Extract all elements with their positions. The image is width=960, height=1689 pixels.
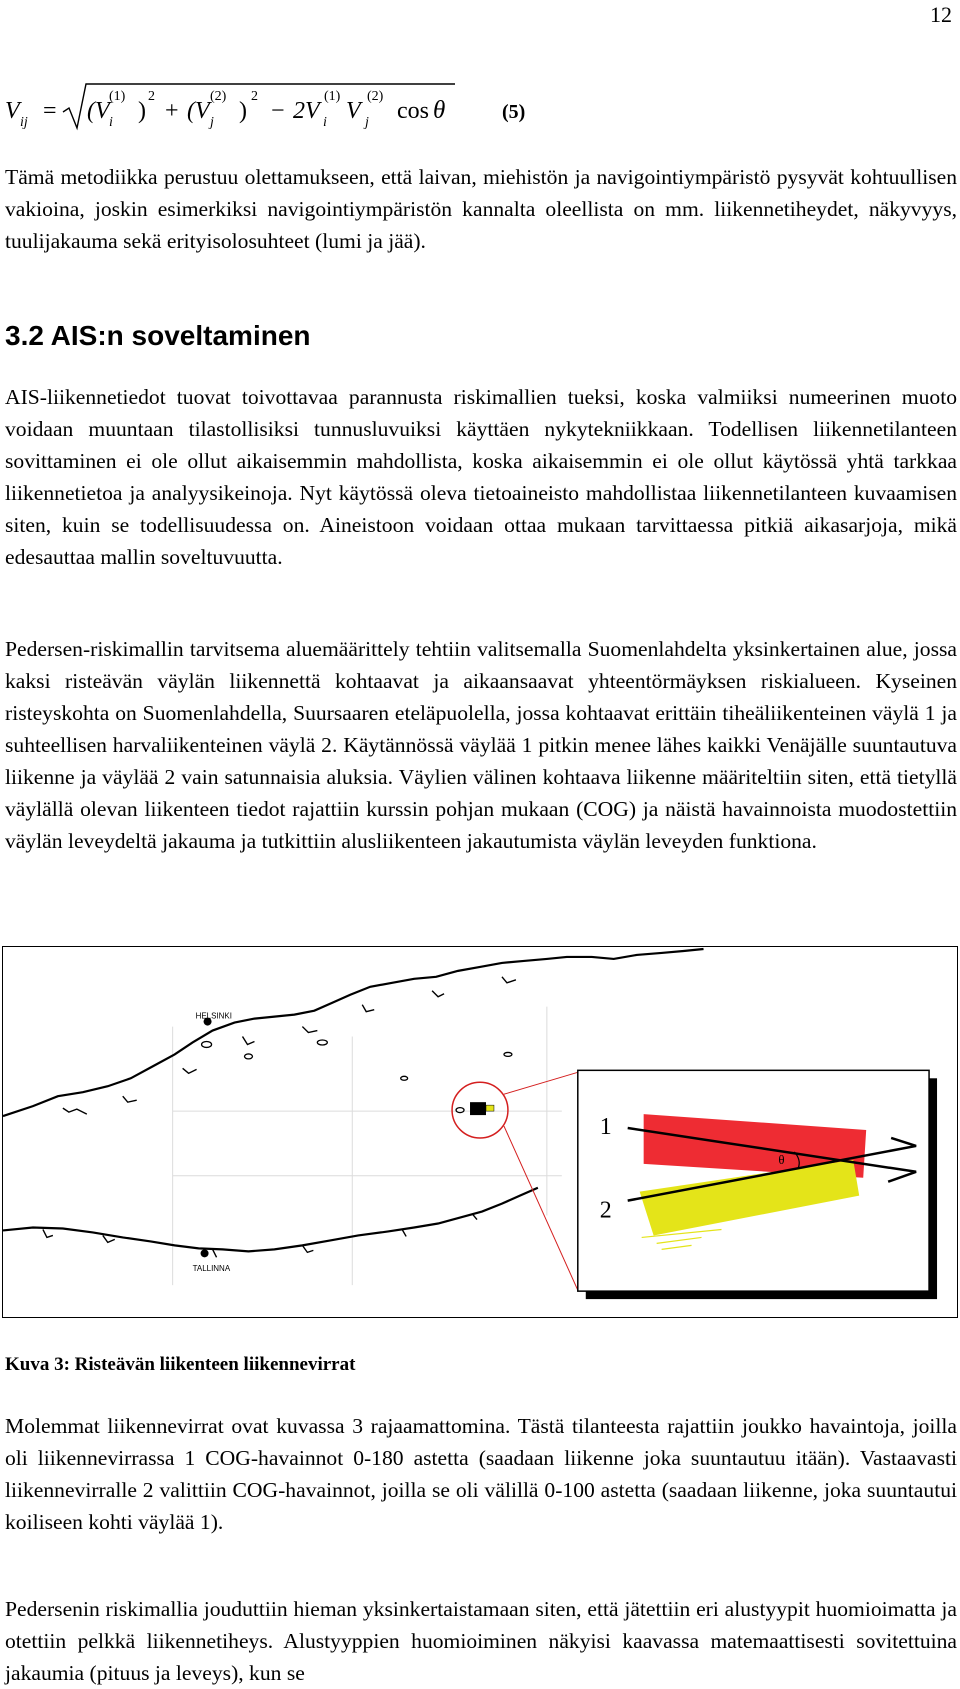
highlight-area (470, 1102, 486, 1115)
figure-caption: Kuva 3: Risteävän liikenteen liikennevirrat (5, 1354, 356, 1375)
zoom-line-top (504, 1072, 578, 1094)
figure-3-traffic-map (2, 946, 958, 1318)
formula-lhs-sub: ij (20, 115, 28, 130)
formula-term3-coef: 2V (293, 98, 320, 124)
formula-term3-sub2: j (365, 115, 369, 130)
inset-label-route-1: 1 (599, 1114, 612, 1140)
map-islands (202, 1040, 512, 1113)
formula-term2-close: ) (239, 98, 247, 124)
highlight-area-yellow (486, 1105, 494, 1111)
formula-term3-sup2: (2) (367, 89, 384, 104)
zoom-line-bottom (504, 1126, 578, 1290)
formula-term1-exp: 2 (148, 89, 155, 104)
formula-plus: + (165, 98, 179, 124)
formula-term3-sub1: i (323, 115, 327, 130)
formula-term1-close: ) (138, 98, 146, 124)
map-coastline-detail (63, 977, 516, 1114)
section-heading-3-2: 3.2 AIS:n soveltaminen (5, 320, 311, 351)
paragraph-pedersen-area: Pedersen-riskimallin tarvitsema aluemäärittely tehtiin valitsemalla Suomenlahdelta yksinkertainen alue, jossa kaksi risteävän väylän liikennettä kohtaavat ja aikaansaavat yhteentörmäyksen riskialueen. Kyseinen risteyskohta on Suomenlahdella, Suursaaren eteläpuolella, jossa kohtaavat erittäin tiheäliikenteinen väylä 1 ja suhteellisen harvaliikenteinen väylä 2. Käytännössä väylää 1 pitkin menee lähes kaikki Venäjälle suuntautuva liikenne ja väylää 2 vain satunnaisia aluksia. Väylien välinen kohtaava liikenne määriteltiin siten, että tietyllä väylällä olevan liikenteen tiedot rajattiin kurssin pohjan mukaan (COG) ja näistä havainnoista muodostettiin väylän leveydeltä jakauma ja tutkittiin alusliikenteen jakautumista väylän leveyden funktiona. (5, 637, 957, 853)
map-coastline-estonia (3, 1188, 538, 1252)
formula-cos: cos (397, 98, 429, 124)
formula-term3-sup1: (1) (324, 89, 341, 104)
tallinna-marker (201, 1249, 209, 1257)
formula-term1-sub: i (109, 115, 113, 130)
inset-label-route-2: 2 (599, 1197, 612, 1224)
paragraph-simplification: Pedersenin riskimallia jouduttiin hieman yksinkertaistamaan siten, että jätettiin eri alustyypit huomioimatta ja otettiin pelkkä liikennetiheys. Alustyyppien huomioiminen näkyisi kaavassa matemaattisesti sovitettuina jakaumia (pituus ja leveys), kun se (5, 1597, 957, 1685)
formula-term2-sup: (2) (210, 89, 227, 104)
angle-label: θ (778, 1151, 785, 1167)
formula-term3-v: V (346, 98, 361, 124)
map-label-helsinki: HELSINKI (195, 1011, 232, 1021)
paragraph-methodology: Tämä metodiikka perustuu olettamukseen, että laivan, miehistön ja navigointiympäristö pysyvät kohtuullisen vakioina, joskin esimerkiksi navigointiympäristön kannalta oleellista on mm. liikennetiheydet, näkyvyys, tuulijakauma sekä erityisolosuhteet (lumi ja jää). (5, 165, 957, 253)
formula-term1-sup: (1) (109, 89, 126, 104)
map-label-tallinna: TALLINNA (192, 1264, 231, 1274)
formula-term2-exp: 2 (251, 89, 258, 104)
formula-term2: (V (187, 98, 210, 124)
formula-theta: θ (433, 97, 446, 124)
formula-term1: (V (87, 98, 110, 124)
formula-equals: = (43, 98, 57, 124)
inset-zoom (578, 1070, 937, 1299)
map-grid (173, 1007, 562, 1285)
paragraph-ais-benefits: AIS-liikennetiedot tuovat toivottavaa parannusta riskimallien tueksi, koska valmiiksi numeerinen muoto voidaan muuntaan tilastollisiksi tunnusluvuiksi käyttäen nykytekniikkaan. Todellisen liikennetilanteen sovittaminen ei ole ollut aikaisemmin mahdollista, koska aikaisemmin ei ole ollut käytössä yhtä tarkkaa liikennetietoa ja analyysikeinoja. Nyt käytössä oleva tietoaineisto mahdollistaa liikennetilanteen kuvaamisen siten, kuin se todellisuudessa on. Aineistoon voidaan ottaa mukaan tarvittaessa pitkiä aikasarjoja, mikä edesauttaa mallin soveltuvuutta. (5, 385, 957, 569)
formula-5 (5, 82, 565, 130)
paragraph-traffic-flows: Molemmat liikennevirrat ovat kuvassa 3 rajaamattomina. Tästä tilanteesta rajattiin joukko havaintoja, joilla oli liikennevirrassa 1 COG-havainnot 0-180 astetta (saadaan liikenne joka suuntautuu itään). Vastaavasti liikennevirralle 2 valittiin COG-havainnot, joilla se oli välillä 0-100 astetta (saadaan liikenne, joka suuntautui koiliseen kohti väylää 1). (5, 1414, 957, 1534)
formula-minus: − (271, 98, 285, 124)
page-number: 12 (930, 2, 952, 27)
formula-number: (5) (502, 101, 526, 123)
formula-lhs: V (5, 98, 20, 124)
formula-term2-sub: j (210, 115, 214, 130)
